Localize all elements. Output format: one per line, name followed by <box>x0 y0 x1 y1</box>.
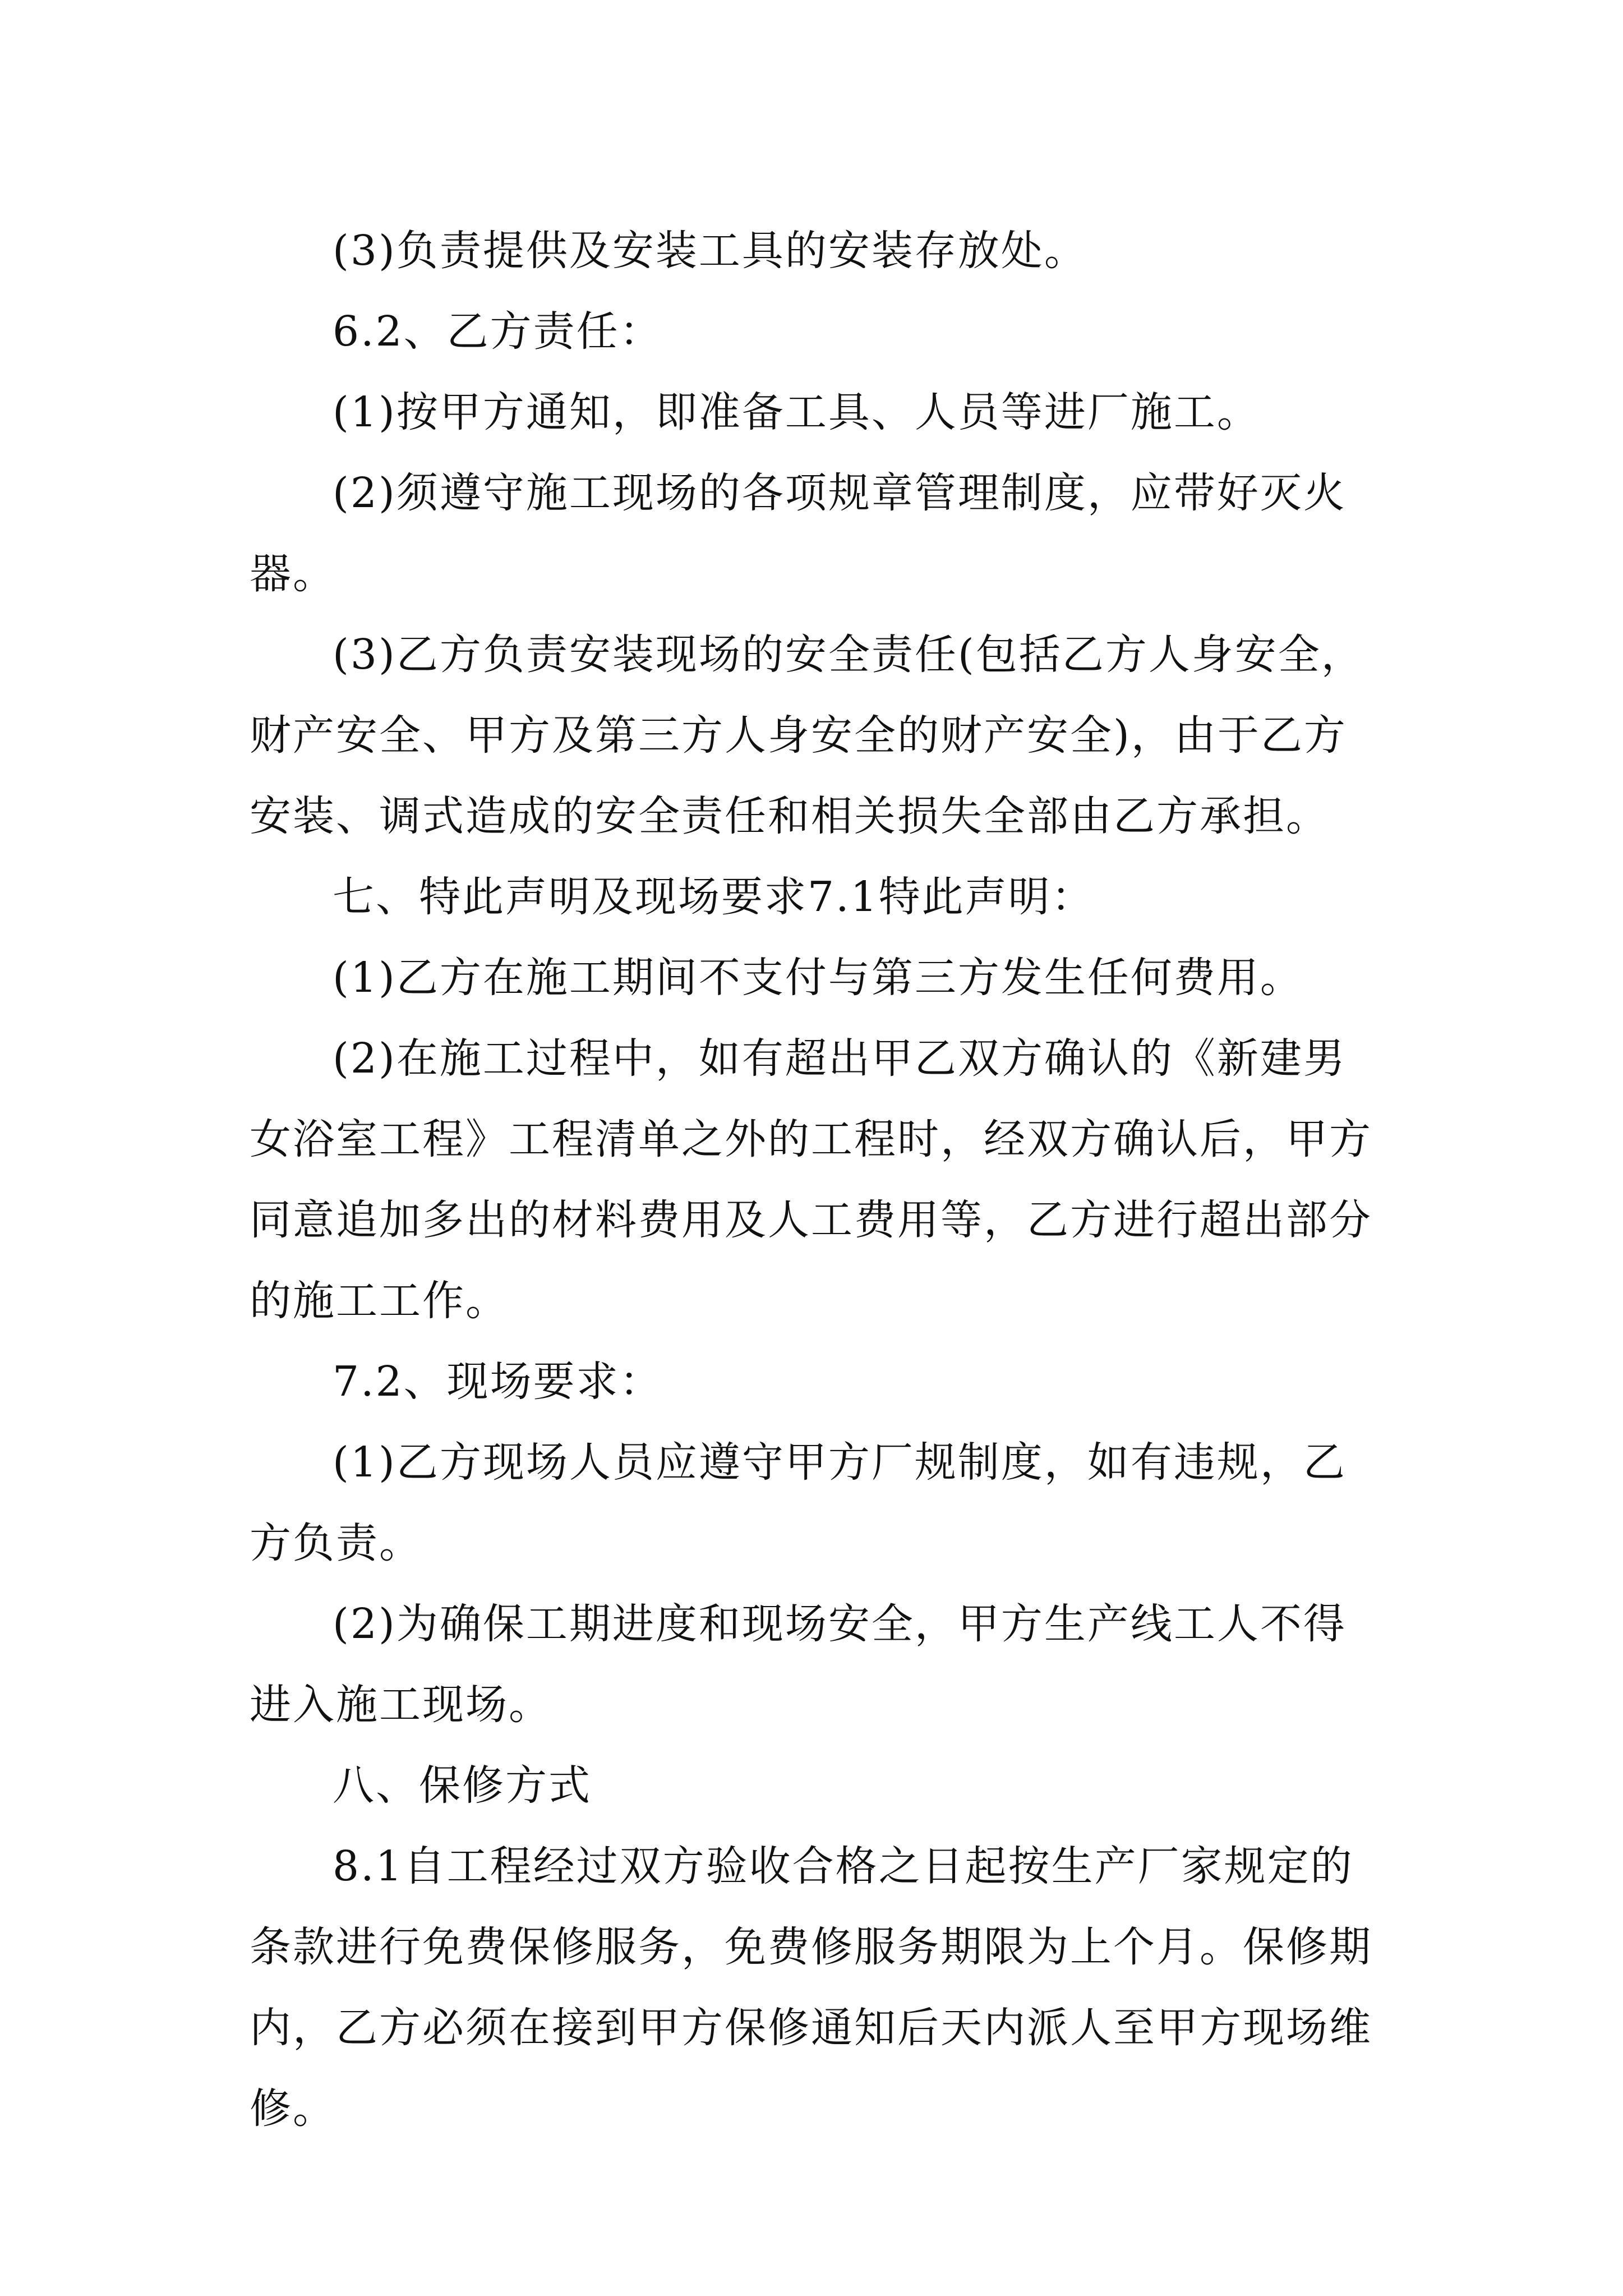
paragraph-2-site-safety <box>250 1584 1391 1745</box>
text-line: 安装、调式造成的安全责任和相关损失全部由乙方承担。 <box>250 792 1329 840</box>
text-line: (2)须遵守施工现场的各项规章管理制度，应带好灭火 <box>333 469 1347 517</box>
paragraph-3-storage <box>250 210 1391 291</box>
paragraph-1-no-payment <box>250 937 1391 1018</box>
text-line: (1)乙方现场人员应遵守甲方厂规制度，如有违规，乙 <box>333 1438 1347 1487</box>
text-line: 6.2、乙方责任： <box>333 307 663 356</box>
text-line: (3)负责提供及安装工具的安装存放处。 <box>333 227 1087 275</box>
text-line: 八、保修方式 <box>333 1761 592 1810</box>
text-line: 器。 <box>250 550 336 598</box>
text-line: 内，乙方必须在接到甲方保修通知后天内派人至甲方现场维 <box>250 2004 1372 2052</box>
text-line: 的施工工作。 <box>250 1277 509 1325</box>
text-line: 8.1自工程经过双方验收合格之日起按生产厂家规定的 <box>333 1842 1354 1890</box>
text-line: 条款进行免费保修服务，免费修服务期限为上个月。保修期 <box>250 1923 1372 1971</box>
text-line: (1)乙方在施工期间不支付与第三方发生任何费用。 <box>333 954 1303 1002</box>
section-heading-7-2 <box>250 1341 1391 1422</box>
text-line: (1)按甲方通知，即准备工具、人员等进厂施工。 <box>333 388 1260 436</box>
text-line: (2)为确保工期进度和现场安全，甲方生产线工人不得 <box>333 1600 1347 1648</box>
text-line: 财产安全、甲方及第三方人身安全的财产安全)，由于乙方 <box>250 711 1347 760</box>
paragraph-1-notice <box>250 372 1391 453</box>
text-line: 同意追加多出的材料费用及人工费用等，乙方进行超出部分 <box>250 1196 1372 1244</box>
text-line: (3)乙方负责安装现场的安全责任(包括乙方人身安全， <box>333 631 1364 679</box>
section-heading-6-2 <box>250 291 1391 372</box>
section-heading-7 <box>250 857 1391 937</box>
paragraph-1-site-rules <box>250 1422 1391 1584</box>
text-line: 7.2、现场要求： <box>333 1358 663 1406</box>
text-line: 进入施工现场。 <box>250 1681 552 1729</box>
text-line: 女浴室工程》工程清单之外的工程时，经双方确认后，甲方 <box>250 1115 1372 1163</box>
section-heading-8 <box>250 1745 1391 1826</box>
text-line: 方负责。 <box>250 1519 422 1567</box>
paragraph-3-safety <box>250 614 1391 857</box>
text-line: (2)在施工过程中，如有超出甲乙双方确认的《新建男 <box>333 1034 1347 1083</box>
text-line: 七、特此声明及现场要求7.1特此声明： <box>333 873 1095 921</box>
document-body <box>250 210 1391 2149</box>
text-line: 修。 <box>250 2085 336 2133</box>
paragraph-2-extra-work <box>250 1018 1391 1341</box>
paragraph-8-1-warranty <box>250 1826 1391 2149</box>
paragraph-2-rules <box>250 453 1391 614</box>
